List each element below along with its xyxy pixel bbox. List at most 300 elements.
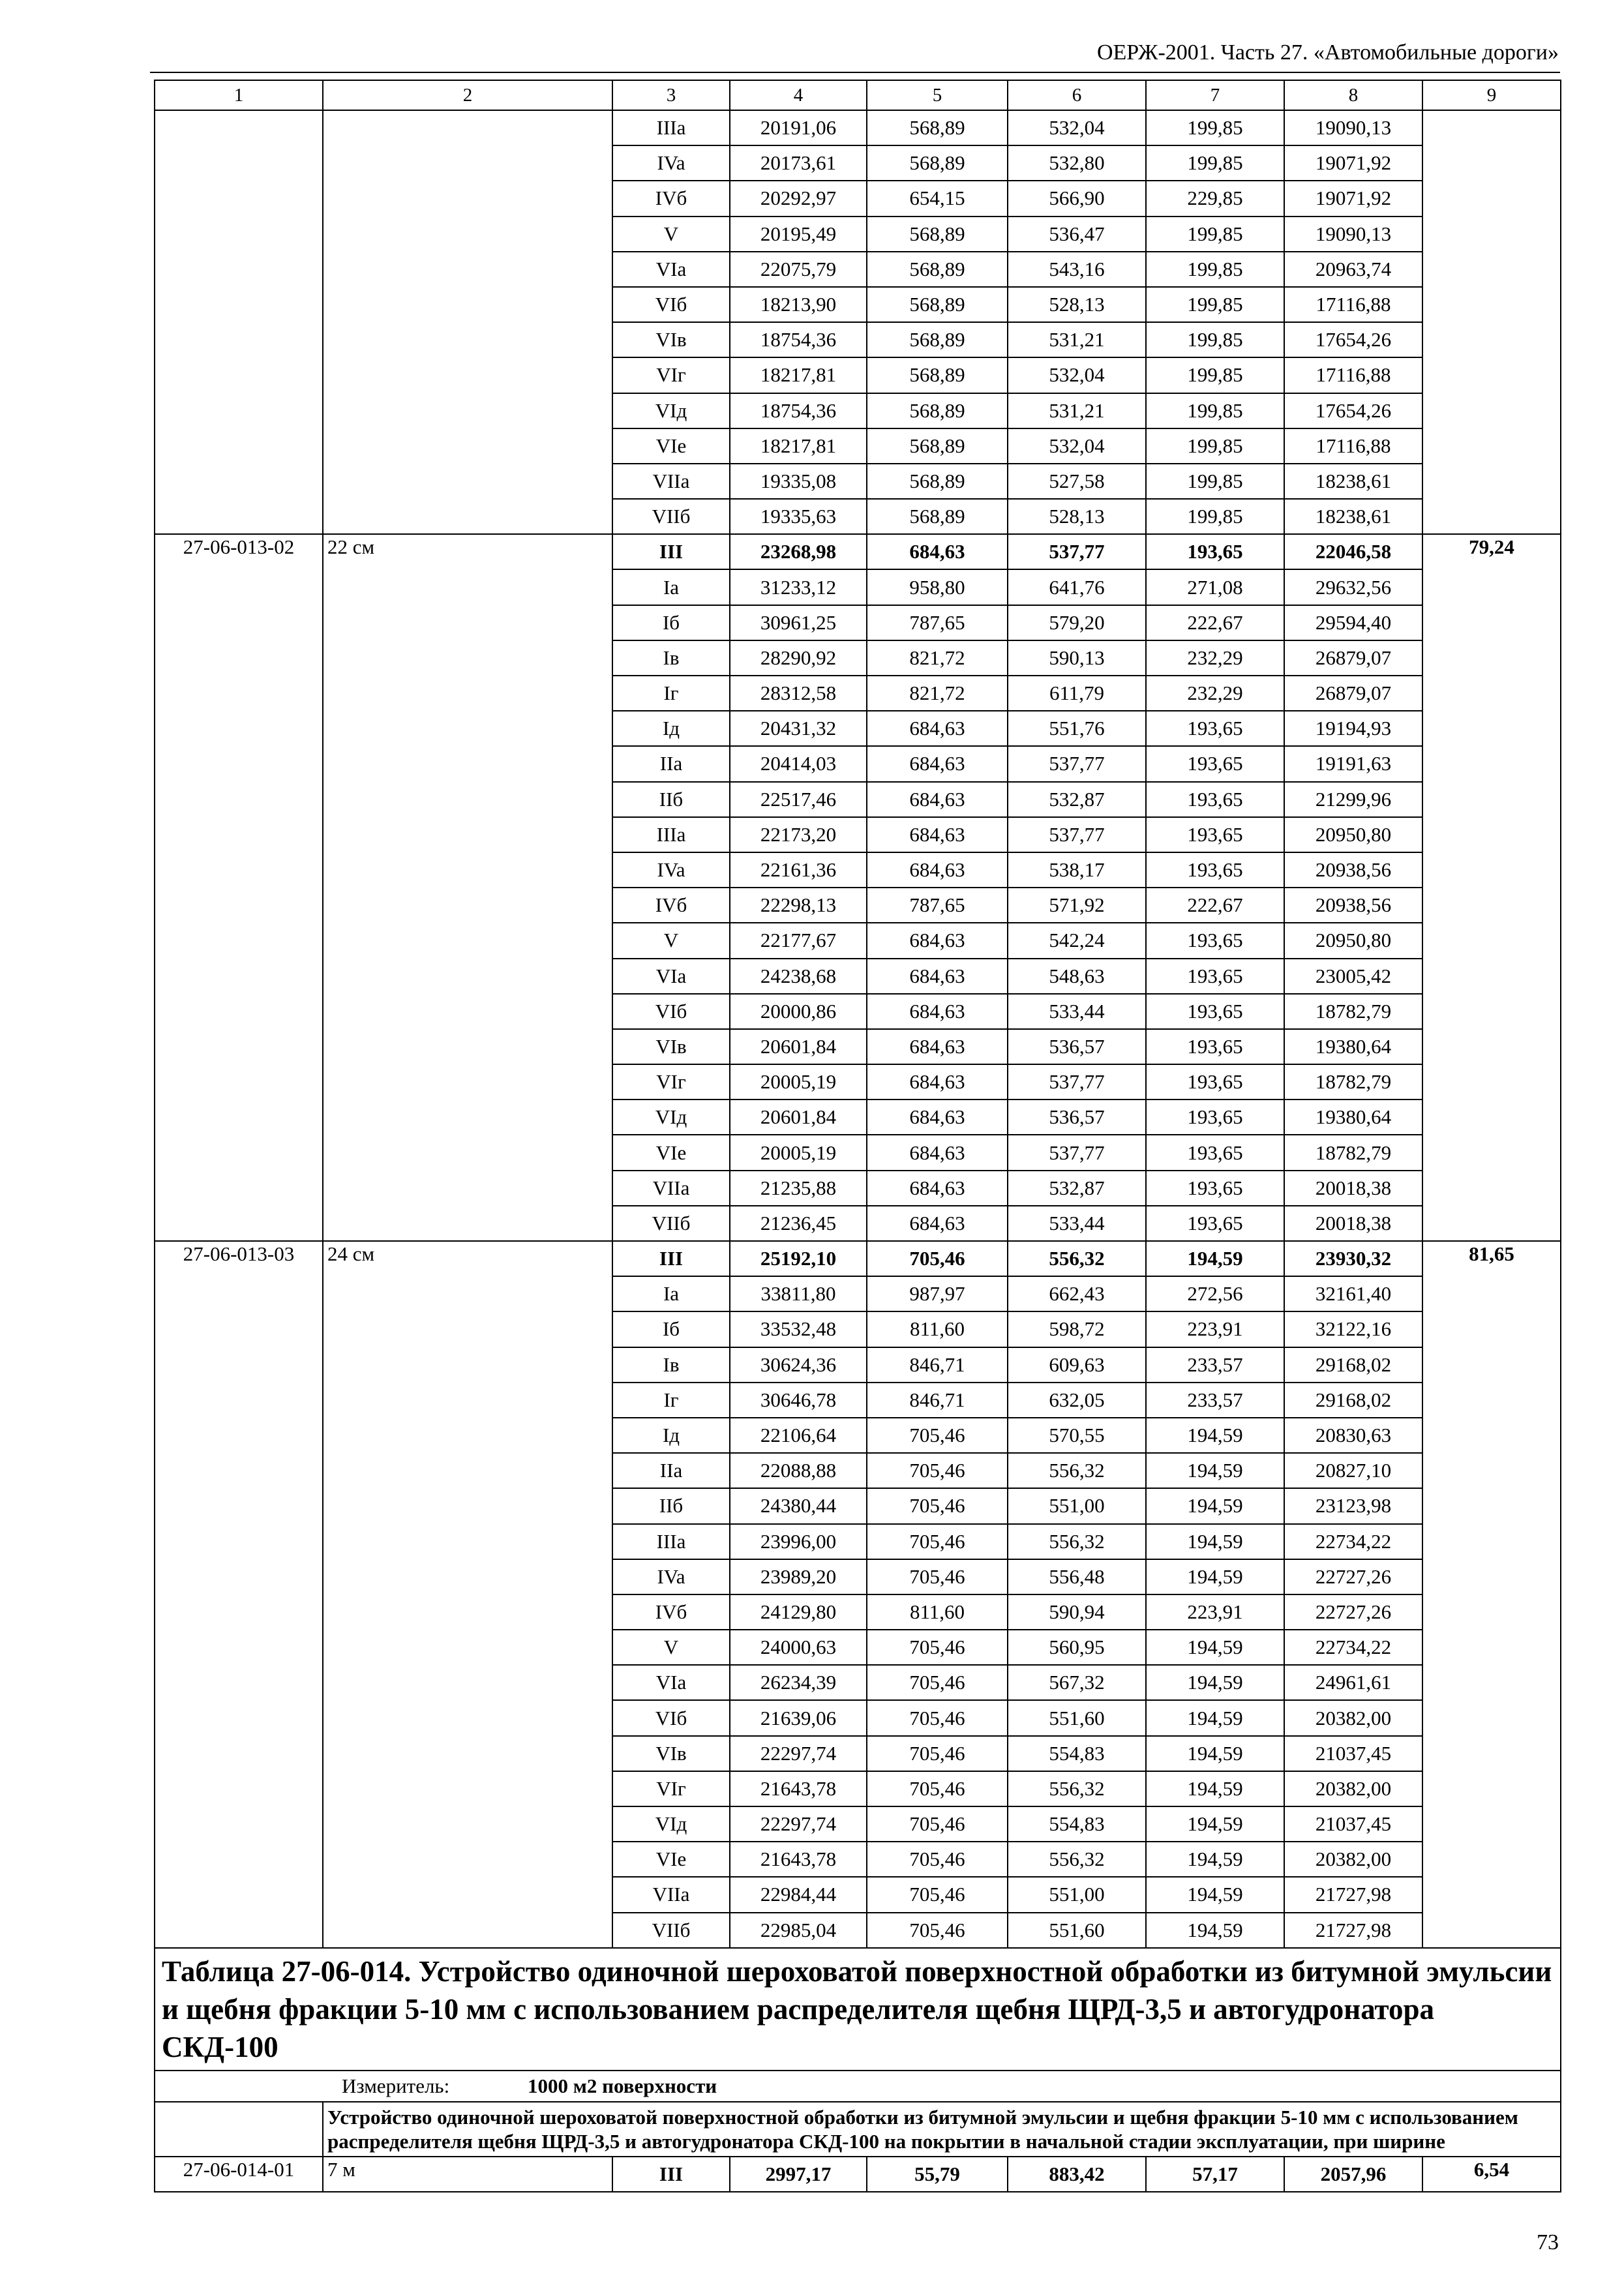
climate-zone: VIa [612,252,730,287]
cost-value: 705,46 [867,1842,1008,1877]
cost-value: 19335,63 [730,499,867,534]
cost-value: 787,65 [867,888,1008,923]
row-thickness [323,1594,612,1630]
row-code [155,322,323,357]
cost-value: 537,77 [1008,1135,1146,1170]
row-thickness [323,181,612,216]
cost-value: 24238,68 [730,959,867,994]
cost-value: 684,63 [867,534,1008,569]
row-code [155,1700,323,1735]
climate-zone: III [612,1241,730,1276]
cost-value: 22984,44 [730,1877,867,1912]
cost-value: 568,89 [867,464,1008,499]
climate-zone: VIIa [612,464,730,499]
climate-zone: V [612,923,730,958]
row-code [155,1877,323,1912]
row-thickness [323,1100,612,1135]
row-thickness: 24 см [323,1241,612,1276]
cost-value: 22161,36 [730,852,867,888]
table-row [155,1383,1561,1418]
table-row [155,322,1561,357]
cost-value: 556,32 [1008,1842,1146,1877]
table-row [155,676,1561,711]
cost-value: 21727,98 [1284,1877,1422,1912]
table-title: Таблица 27-06-014. Устройство одиночной шероховатой поверхностной обработки из битумной эмульсии и щебня фракции 5-10 мм с использованием распределителя щебня ЩРД-3,5 и автогудронатора СКД-100 [155,1948,1561,2071]
column-number: 8 [1284,80,1422,110]
row-code [155,711,323,746]
cost-value: 598,72 [1008,1311,1146,1347]
climate-zone: Iб [612,605,730,640]
cost-value: 233,57 [1146,1383,1284,1418]
cost-value: 705,46 [867,1806,1008,1842]
cost-value: 21727,98 [1284,1913,1422,1948]
cost-value: 551,60 [1008,1700,1146,1735]
cost-value: 590,13 [1008,640,1146,676]
row-thickness [323,1524,612,1559]
cost-value: 194,59 [1146,1524,1284,1559]
row-code [155,746,323,781]
extra-value [1422,1064,1561,1100]
climate-zone: IIб [612,1488,730,1523]
unit-label: Измеритель: [342,2074,450,2097]
cost-value: 568,89 [867,428,1008,464]
extra-value [1422,923,1561,958]
cost-value: 22173,20 [730,817,867,852]
table-row [155,1276,1561,1311]
extra-value [1422,676,1561,711]
cost-value: 30624,36 [730,1347,867,1383]
cost-value: 199,85 [1146,428,1284,464]
extra-value [1422,428,1561,464]
cost-value: 22734,22 [1284,1630,1422,1665]
cost-value: 551,00 [1008,1488,1146,1523]
cost-value: 229,85 [1146,181,1284,216]
cost-value: 194,59 [1146,1700,1284,1735]
cost-value: 199,85 [1146,217,1284,252]
cost-value: 18213,90 [730,287,867,322]
climate-zone: Iв [612,640,730,676]
empty-cell [155,2102,323,2157]
column-number: 4 [730,80,867,110]
cost-value: 193,65 [1146,534,1284,569]
extra-value [1422,605,1561,640]
row-thickness [323,217,612,252]
cost-value: 194,59 [1146,1842,1284,1877]
row-width: 7 м [323,2157,612,2192]
cost-value: 543,16 [1008,252,1146,287]
extra-value [1422,1771,1561,1806]
cost-value: 571,92 [1008,888,1146,923]
cost-value: 31233,12 [730,569,867,605]
extra-value [1422,1135,1561,1170]
row-thickness [323,1771,612,1806]
climate-zone: IVб [612,181,730,216]
cost-value: 533,44 [1008,1206,1146,1241]
cost-value: 55,79 [867,2157,1008,2192]
cost-value: 20414,03 [730,746,867,781]
column-number: 1 [155,80,323,110]
cost-value: 23123,98 [1284,1488,1422,1523]
cost-value: 194,59 [1146,1736,1284,1771]
row-thickness [323,357,612,393]
table-row [155,217,1561,252]
extra-value-text: 6,54 [1473,2157,1510,2181]
cost-value: 568,89 [867,252,1008,287]
climate-zone: VIд [612,393,730,428]
climate-zone: IIб [612,782,730,817]
cost-value: 554,83 [1008,1736,1146,1771]
cost-value: 19071,92 [1284,145,1422,181]
climate-zone: VIe [612,1842,730,1877]
table-row [155,1171,1561,1206]
cost-value: 199,85 [1146,110,1284,145]
cost-value: 194,59 [1146,1453,1284,1488]
climate-zone: VIг [612,1771,730,1806]
climate-zone: Iд [612,1418,730,1453]
cost-value: 20827,10 [1284,1453,1422,1488]
extra-value [1422,499,1561,534]
extra-value-text: 79,24 [1469,535,1514,559]
row-code [155,1347,323,1383]
extra-value [1422,1700,1561,1735]
row-code [155,1842,323,1877]
table-row [155,357,1561,393]
table-row [155,393,1561,428]
table-row [155,287,1561,322]
climate-zone: Iб [612,1311,730,1347]
cost-value: 537,77 [1008,817,1146,852]
row-thickness [323,287,612,322]
row-code [155,782,323,817]
extra-value [1422,888,1561,923]
cost-value: 28290,92 [730,640,867,676]
row-thickness [323,393,612,428]
table-row [155,1418,1561,1453]
climate-zone: Iг [612,1383,730,1418]
row-thickness [323,1171,612,1206]
cost-value: 528,13 [1008,287,1146,322]
cost-value: 199,85 [1146,252,1284,287]
cost-value: 811,60 [867,1311,1008,1347]
cost-value: 705,46 [867,1524,1008,1559]
cost-value: 193,65 [1146,1171,1284,1206]
cost-value: 20382,00 [1284,1771,1422,1806]
row-code [155,569,323,605]
row-thickness [323,110,612,145]
extra-value [1422,959,1561,994]
extra-value [1422,1418,1561,1453]
climate-zone: Iв [612,1347,730,1383]
cost-value: 20950,80 [1284,817,1422,852]
cost-value: 705,46 [867,1418,1008,1453]
cost-value: 26879,07 [1284,676,1422,711]
cost-value: 21235,88 [730,1171,867,1206]
row-thickness [323,1276,612,1311]
cost-value: 223,91 [1146,1311,1284,1347]
cost-value: 641,76 [1008,569,1146,605]
row-code [155,1311,323,1347]
cost-value: 18217,81 [730,428,867,464]
cost-value: 684,63 [867,959,1008,994]
row-thickness [323,1311,612,1347]
cost-value: 846,71 [867,1383,1008,1418]
cost-value: 684,63 [867,852,1008,888]
cost-value: 609,63 [1008,1347,1146,1383]
cost-value: 20938,56 [1284,852,1422,888]
cost-value: 20018,38 [1284,1171,1422,1206]
cost-value: 22075,79 [730,252,867,287]
table-row [155,428,1561,464]
column-number: 9 [1422,80,1561,110]
cost-value: 18782,79 [1284,1064,1422,1100]
row-code [155,1736,323,1771]
table-row [155,1064,1561,1100]
cost-value: 684,63 [867,1029,1008,1064]
extra-value [1422,534,1561,569]
cost-value: 568,89 [867,217,1008,252]
cost-value: 19194,93 [1284,711,1422,746]
cost-value: 21037,45 [1284,1806,1422,1842]
extra-value [1422,1171,1561,1206]
cost-value: 20382,00 [1284,1700,1422,1735]
cost-value: 20382,00 [1284,1842,1422,1877]
row-code: 27-06-013-03 [155,1241,323,1276]
extra-value [1422,1206,1561,1241]
cost-value: 684,63 [867,782,1008,817]
table-row [155,1806,1561,1842]
row-thickness [323,923,612,958]
column-number-row [155,80,1561,110]
cost-value: 811,60 [867,1594,1008,1630]
cost-value: 20292,97 [730,181,867,216]
table-row [155,1913,1561,1948]
row-code [155,1594,323,1630]
cost-value: 556,48 [1008,1559,1146,1594]
extra-value [1422,1913,1561,1948]
cost-value: 987,97 [867,1276,1008,1311]
table-row [155,959,1561,994]
column-number: 7 [1146,80,1284,110]
table-row [155,2157,1561,2192]
cost-value: 568,89 [867,393,1008,428]
cost-value: 632,05 [1008,1383,1146,1418]
cost-value: 20431,32 [730,711,867,746]
extra-value [1422,1311,1561,1347]
table-row [155,1029,1561,1064]
row-thickness [323,1913,612,1948]
cost-value: 22297,74 [730,1736,867,1771]
climate-zone: III [612,534,730,569]
header-rule [150,72,1560,73]
cost-value: 57,17 [1146,2157,1284,2192]
table-row [155,852,1561,888]
cost-value: 19090,13 [1284,217,1422,252]
row-thickness [323,640,612,676]
cost-value: 536,47 [1008,217,1146,252]
cost-value: 556,32 [1008,1771,1146,1806]
row-code [155,252,323,287]
row-code [155,1806,323,1842]
climate-zone: IVб [612,888,730,923]
table-row [155,534,1561,569]
row-code [155,287,323,322]
cost-value: 23268,98 [730,534,867,569]
cost-value: 17116,88 [1284,428,1422,464]
table-row [155,1736,1561,1771]
row-thickness [323,499,612,534]
cost-value: 527,58 [1008,464,1146,499]
table-row [155,110,1561,145]
row-code: 27-06-013-02 [155,534,323,569]
cost-value: 19071,92 [1284,181,1422,216]
climate-zone: IIa [612,746,730,781]
row-code [155,428,323,464]
cost-value: 19380,64 [1284,1100,1422,1135]
cost-value: 22297,74 [730,1806,867,1842]
cost-value: 21299,96 [1284,782,1422,817]
row-code [155,817,323,852]
row-code [155,994,323,1029]
table-row [155,711,1561,746]
cost-value: 24000,63 [730,1630,867,1665]
work-description: Устройство одиночной шероховатой поверхностной обработки из битумной эмульсии и щебня фракции 5-10 мм с использованием распределителя щебня ЩРД-3,5 и автогудронатора СКД-100 на покрытии в начальной стадии эксплуатации, при ширине [323,2102,1561,2157]
cost-value: 537,77 [1008,746,1146,781]
table-row [155,1594,1561,1630]
cost-value: 705,46 [867,1771,1008,1806]
cost-value: 684,63 [867,711,1008,746]
cost-value: 538,17 [1008,852,1146,888]
cost-value: 194,59 [1146,1771,1284,1806]
cost-value: 29168,02 [1284,1383,1422,1418]
row-thickness [323,1559,612,1594]
cost-value: 705,46 [867,1453,1008,1488]
unit-row [155,2071,1561,2102]
cost-value: 22046,58 [1284,534,1422,569]
cost-value: 705,46 [867,1630,1008,1665]
cost-value: 20173,61 [730,145,867,181]
table-014-title-row [155,1948,1561,2071]
cost-value: 556,32 [1008,1241,1146,1276]
table-row [155,1524,1561,1559]
climate-zone: VIб [612,994,730,1029]
cost-value: 24129,80 [730,1594,867,1630]
extra-value [1422,1736,1561,1771]
page-number: 73 [1537,2230,1559,2254]
cost-value: 24380,44 [730,1488,867,1523]
table-row [155,640,1561,676]
cost-value: 662,43 [1008,1276,1146,1311]
climate-zone: VIв [612,322,730,357]
table-row [155,464,1561,499]
table-row [155,1488,1561,1523]
row-code [155,217,323,252]
row-code [155,1135,323,1170]
column-number: 5 [867,80,1008,110]
extra-value-text: 81,65 [1469,1242,1514,1265]
extra-value [1422,569,1561,605]
price-table-body [155,80,1561,2192]
row-thickness [323,322,612,357]
cost-value: 17654,26 [1284,393,1422,428]
cost-value: 528,13 [1008,499,1146,534]
cost-value: 232,29 [1146,640,1284,676]
cost-value: 199,85 [1146,393,1284,428]
cost-value: 30961,25 [730,605,867,640]
cost-value: 18782,79 [1284,994,1422,1029]
climate-zone: VIe [612,1135,730,1170]
climate-zone: IIa [612,1453,730,1488]
cost-value: 194,59 [1146,1559,1284,1594]
cost-value: 532,04 [1008,110,1146,145]
cost-value: 551,60 [1008,1913,1146,1948]
column-number: 6 [1008,80,1146,110]
row-thickness [323,605,612,640]
row-thickness [323,1347,612,1383]
climate-zone: IIIa [612,817,730,852]
cost-value: 20830,63 [1284,1418,1422,1453]
table-row [155,181,1561,216]
climate-zone: VIд [612,1100,730,1135]
table-row [155,145,1561,181]
column-number: 3 [612,80,730,110]
cost-value: 26879,07 [1284,640,1422,676]
cost-value: 532,87 [1008,782,1146,817]
cost-value: 25192,10 [730,1241,867,1276]
unit-value: 1000 м2 поверхности [528,2074,717,2097]
cost-value: 551,76 [1008,711,1146,746]
cost-value: 20018,38 [1284,1206,1422,1241]
cost-value: 193,65 [1146,994,1284,1029]
cost-value: 193,65 [1146,1100,1284,1135]
extra-value [1422,1877,1561,1912]
cost-value: 21643,78 [730,1842,867,1877]
climate-zone: IVб [612,1594,730,1630]
table-row [155,994,1561,1029]
extra-value [1422,110,1561,145]
cost-value: 19335,08 [730,464,867,499]
row-code [155,640,323,676]
unit-cell [155,2071,1561,2102]
cost-value: 19380,64 [1284,1029,1422,1064]
climate-zone: III [612,2157,730,2192]
cost-value: 193,65 [1146,817,1284,852]
cost-value: 30646,78 [730,1383,867,1418]
cost-value: 568,89 [867,499,1008,534]
cost-value: 684,63 [867,817,1008,852]
cost-value: 883,42 [1008,2157,1146,2192]
table-row [155,1241,1561,1276]
table-row [155,569,1561,605]
cost-value: 28312,58 [730,676,867,711]
cost-value: 32161,40 [1284,1276,1422,1311]
cost-value: 18238,61 [1284,499,1422,534]
extra-value [1422,1241,1561,1276]
climate-zone: VIIб [612,1206,730,1241]
row-thickness [323,959,612,994]
cost-value: 194,59 [1146,1913,1284,1948]
cost-value: 568,89 [867,322,1008,357]
extra-value [1422,217,1561,252]
cost-value: 18754,36 [730,393,867,428]
row-code [155,1488,323,1523]
cost-value: 958,80 [867,569,1008,605]
row-code [155,1771,323,1806]
cost-value: 20005,19 [730,1064,867,1100]
cost-value: 20950,80 [1284,923,1422,958]
cost-value: 194,59 [1146,1241,1284,1276]
row-thickness [323,1206,612,1241]
climate-zone: IVa [612,852,730,888]
